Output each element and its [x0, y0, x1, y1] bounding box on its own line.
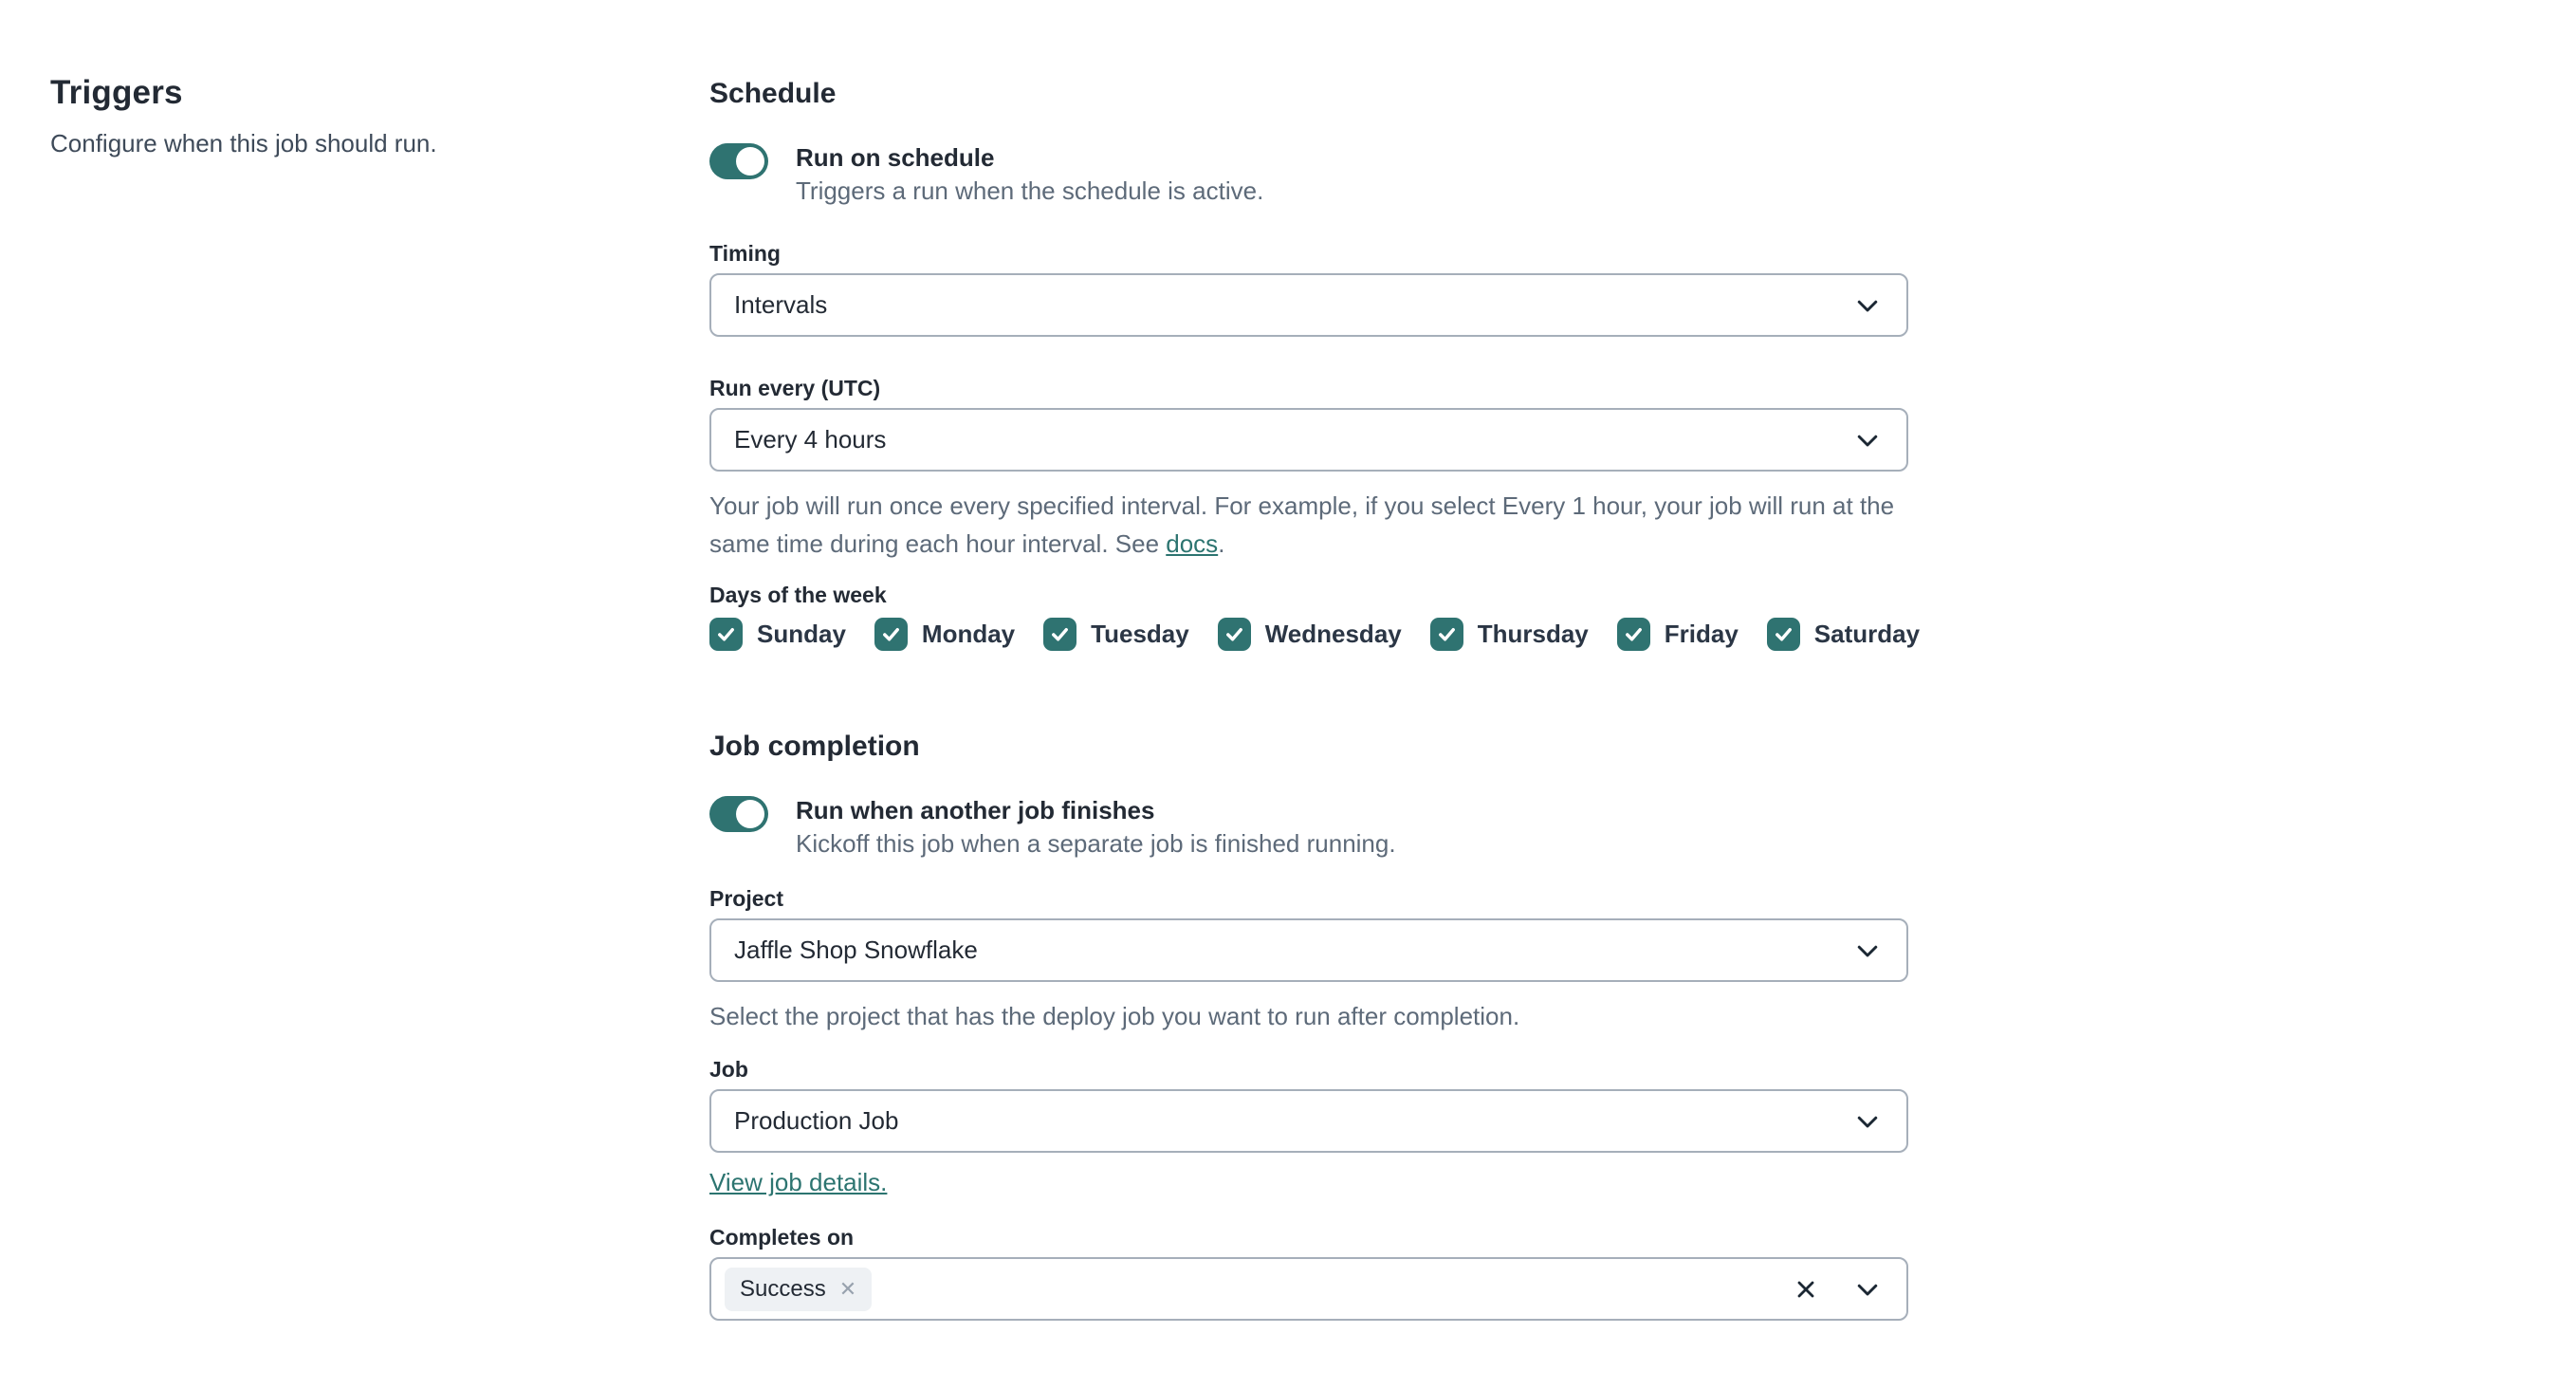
days-of-week-row	[709, 618, 1921, 651]
run-when-job-finishes-text	[796, 794, 1396, 861]
page-description: Configure when this job should run.	[50, 129, 437, 157]
timing-label: Timing	[709, 241, 781, 266]
project-selected-value: Jaffle Shop Snowflake	[734, 935, 978, 964]
checked-checkbox-icon[interactable]	[709, 618, 743, 651]
day-checkbox-sunday[interactable]	[709, 618, 846, 651]
completes-on-multiselect[interactable]	[709, 1257, 1908, 1321]
checked-checkbox-icon[interactable]	[1767, 618, 1800, 651]
run-when-job-finishes-row	[709, 794, 1908, 861]
day-label[interactable]: Wednesday	[1264, 620, 1402, 648]
job-select[interactable]	[709, 1089, 1908, 1153]
tag-remove-icon[interactable]: ✕	[838, 1276, 857, 1301]
job-completion-heading: Job completion	[709, 731, 920, 762]
day-label[interactable]: Friday	[1664, 620, 1739, 648]
toggle-knob	[736, 147, 764, 176]
chevron-down-icon	[1853, 291, 1882, 320]
days-of-week-label: Days of the week	[709, 583, 887, 607]
helper-text-before: Your job will run once every specified interval. For example, if you select Every 1 hour, your job will run at the same time during each hour interval. See	[709, 491, 1895, 558]
chevron-down-icon	[1853, 426, 1882, 454]
page-title: Triggers	[50, 74, 183, 111]
day-checkbox-monday[interactable]	[874, 618, 1015, 651]
checked-checkbox-icon[interactable]	[1617, 618, 1650, 651]
job-label: Job	[709, 1057, 748, 1082]
run-when-job-finishes-description: Kickoff this job when a separate job is finished running.	[796, 829, 1396, 858]
run-on-schedule-description: Triggers a run when the schedule is active.	[796, 176, 1264, 205]
day-checkbox-friday[interactable]	[1617, 618, 1739, 651]
checked-checkbox-icon[interactable]	[1430, 618, 1463, 651]
timing-selected-value: Intervals	[734, 290, 828, 319]
run-every-label: Run every (UTC)	[709, 376, 881, 400]
day-label[interactable]: Monday	[921, 620, 1016, 648]
chevron-down-icon[interactable]	[1853, 1275, 1882, 1304]
view-job-details-link[interactable]: View job details.	[709, 1168, 888, 1196]
project-select[interactable]	[709, 918, 1908, 982]
project-label: Project	[709, 886, 783, 911]
job-selected-value: Production Job	[734, 1106, 899, 1135]
run-on-schedule-toggle[interactable]	[709, 143, 768, 179]
run-when-job-finishes-toggle[interactable]	[709, 796, 768, 832]
checked-checkbox-icon[interactable]	[874, 618, 908, 651]
project-helper-text: Select the project that has the deploy job you want to run after completion.	[709, 1002, 1520, 1030]
toggle-knob	[736, 800, 764, 828]
clear-all-icon[interactable]	[1793, 1276, 1819, 1303]
day-checkbox-saturday[interactable]	[1767, 618, 1920, 651]
timing-select[interactable]	[709, 273, 1908, 337]
run-every-helper-text	[709, 487, 1904, 563]
day-label[interactable]: Saturday	[1813, 620, 1921, 648]
section-intro	[50, 74, 581, 158]
day-checkbox-thursday[interactable]	[1430, 618, 1589, 651]
run-on-schedule-label: Run on schedule	[796, 143, 995, 172]
view-job-details-row	[709, 1168, 1908, 1197]
tag-label: Success	[740, 1275, 826, 1302]
run-when-job-finishes-label: Run when another job finishes	[796, 796, 1155, 824]
day-label[interactable]: Sunday	[757, 620, 846, 648]
chevron-down-icon	[1853, 936, 1882, 965]
day-label[interactable]: Thursday	[1477, 620, 1589, 648]
selected-tag-success	[725, 1268, 872, 1311]
day-checkbox-wednesday[interactable]	[1218, 618, 1402, 651]
run-every-select[interactable]	[709, 408, 1908, 472]
docs-link[interactable]: docs	[1166, 529, 1219, 558]
run-on-schedule-text	[796, 141, 1263, 209]
completes-on-label: Completes on	[709, 1225, 855, 1250]
helper-text-after: .	[1218, 529, 1225, 558]
chevron-down-icon	[1853, 1107, 1882, 1136]
day-checkbox-tuesday[interactable]	[1043, 618, 1189, 651]
checked-checkbox-icon[interactable]	[1043, 618, 1076, 651]
schedule-heading: Schedule	[709, 78, 837, 109]
run-on-schedule-row	[709, 141, 1908, 209]
triggers-form	[709, 78, 1921, 1321]
checked-checkbox-icon[interactable]	[1218, 618, 1251, 651]
run-every-selected-value: Every 4 hours	[734, 425, 887, 454]
day-label[interactable]: Tuesday	[1091, 620, 1189, 648]
